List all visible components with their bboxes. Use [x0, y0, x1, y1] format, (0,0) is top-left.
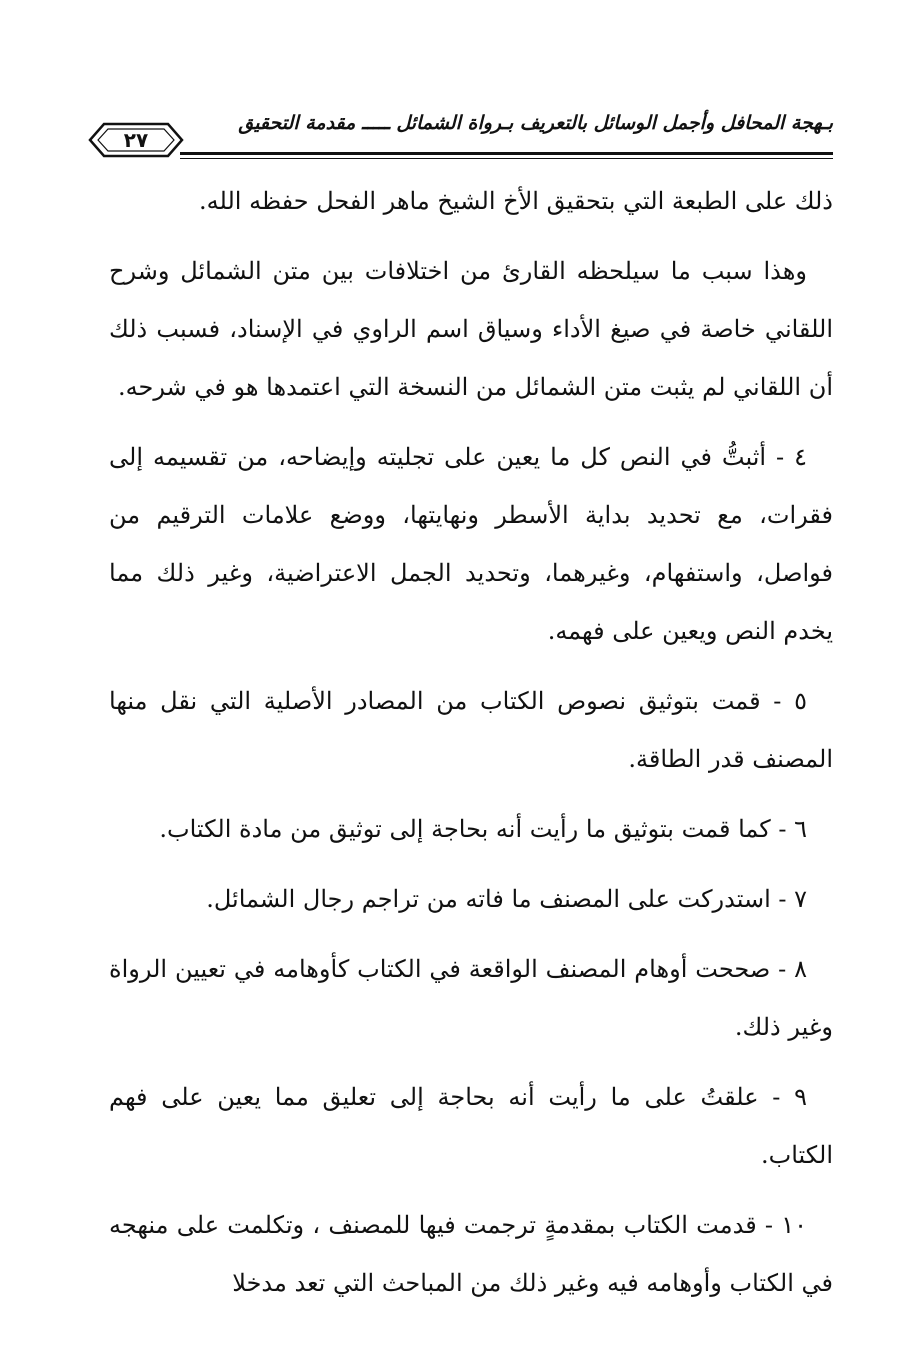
list-item-6: ٦ - كما قمت بتوثيق ما رأيت أنه بحاجة إلى توثيق من مادة الكتاب.: [159, 815, 807, 843]
list-item-8: ٨ - صححت أوهام المصنف الواقعة في الكتاب كأوهامه في تعيين الرواة وغير ذلك.: [109, 955, 833, 1041]
header-rule-thin: [180, 158, 833, 159]
list-item-10: ١٠ - قدمت الكتاب بمقدمةٍ ترجمت فيها للمصنف ، وتكلمت على منهجه في الكتاب وأوهامه فيه وغير ذلك من المباحث التي تعد مدخلا: [109, 1211, 833, 1297]
list-item-5: ٥ - قمت بتوثيق نصوص الكتاب من المصادر الأصلية التي نقل منها المصنف قدر الطاقة.: [109, 687, 833, 773]
list-item-9: ٩ - علقتُ على ما رأيت أنه بحاجة إلى تعليق مما يعين على فهم الكتاب.: [109, 1083, 833, 1169]
running-header-title: بـهجة المحافل وأجمل الوسائل بالتعريف بـرواة الشمائل ـــــ مقدمة التحقيق: [238, 112, 833, 134]
page-number: ٢٧: [123, 128, 149, 152]
list-item-4: ٤ - أثبتُّ في النص كل ما يعين على تجليته وإيضاحه، من تقسيمه إلى فقرات، مع تحديد بداية الأسطر ونهايتها، ووضع علامات الترقيم من فواصل، واستفهام، وغيرهما، وتحديد الجمل الاعتراضية، وغير ذلك مما يخدم النص ويعين على فهمه.: [109, 443, 833, 645]
paragraph-reason: وهذا سبب ما سيلحظه القارئ من اختلافات بين متن الشمائل وشرح اللقاني خاصة في صيغ الأداء وسياق اسم الراوي في الإسناد، فسبب ذلك أن اللقاني لم يثبت متن الشمائل من النسخة التي اعتمدها هو في شرحه.: [109, 257, 833, 401]
list-item-7: ٧ - استدركت على المصنف ما فاته من تراجم رجال الشمائل.: [206, 885, 807, 913]
running-header: [88, 108, 833, 160]
header-rule: [180, 152, 833, 155]
page-number-badge: [88, 120, 184, 160]
body-text: [109, 172, 833, 1324]
paragraph-continuation: ذلك على الطبعة التي بتحقيق الأخ الشيخ ماهر الفحل حفظه الله.: [199, 187, 833, 215]
